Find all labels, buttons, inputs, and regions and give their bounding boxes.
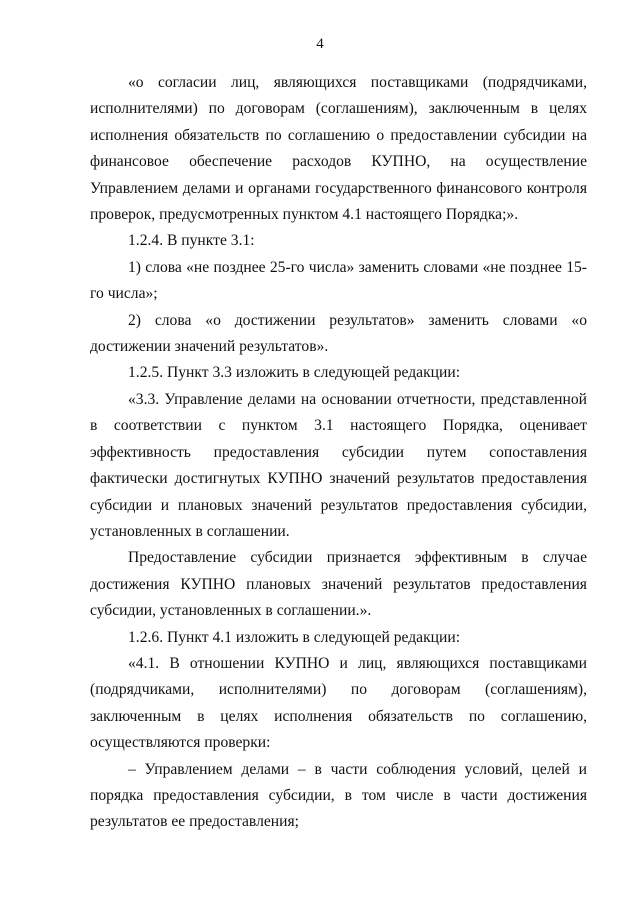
paragraph-1-2-4-item-1: 1) слова «не позднее 25-го числа» заменить словами «не позднее 15-го числа»;	[90, 258, 587, 303]
paragraph-3-3-text: «3.3. Управление делами на основании отчетности, представленной в соответствии с пунктом 3.1 настоящего Порядка, оценивает эффективность предоставления субсидии путем сопоставления фактически достигнутых КУПНО значений результатов предоставления субсидии и плановых значений результатов предоставления субсидии, установленных в соглашении.	[90, 390, 587, 540]
paragraph-1-2-6: 1.2.6. Пункт 4.1 изложить в следующей редакции:	[128, 628, 461, 646]
paragraph-3-3-effectiveness: Предоставление субсидии признается эффективным в случае достижения КУПНО плановых значений результатов предоставления субсидии, установленных в соглашении.».	[90, 549, 587, 620]
paragraph-1-2-4-item-2: 2) слова «о достижении результатов» заменить словами «о достижении значений результатов».	[90, 311, 587, 356]
paragraph-1-2-5: 1.2.5. Пункт 3.3 изложить в следующей редакции:	[128, 364, 461, 382]
document-body	[90, 70, 587, 836]
paragraph-4-1-item-management: – Управлением делами – в части соблюдения условий, целей и порядка предоставления субсидии, в том числе в части достижения результатов ее предоставления;	[90, 760, 587, 831]
paragraph-4-1-text: «4.1. В отношении КУПНО и лиц, являющихся поставщиками (подрядчиками, исполнителями) по договорам (соглашениям), заключенным в целях исполнения обязательств по соглашению, осуществляются проверки:	[90, 654, 587, 752]
paragraph-1-2-4: 1.2.4. В пункте 3.1:	[128, 232, 255, 250]
paragraph-consent-clause: «о согласии лиц, являющихся поставщиками (подрядчиками, исполнителями) по договорам (соглашениям), заключенным в целях исполнения обязательств по соглашению о предоставлении субсидии на финансовое обеспечение расходов КУПНО, на осуществление Управлением делами и органами государственного финансового контроля проверок, предусмотренных пунктом 4.1 настоящего Порядка;».	[90, 74, 587, 224]
page-number: 4	[316, 36, 324, 52]
